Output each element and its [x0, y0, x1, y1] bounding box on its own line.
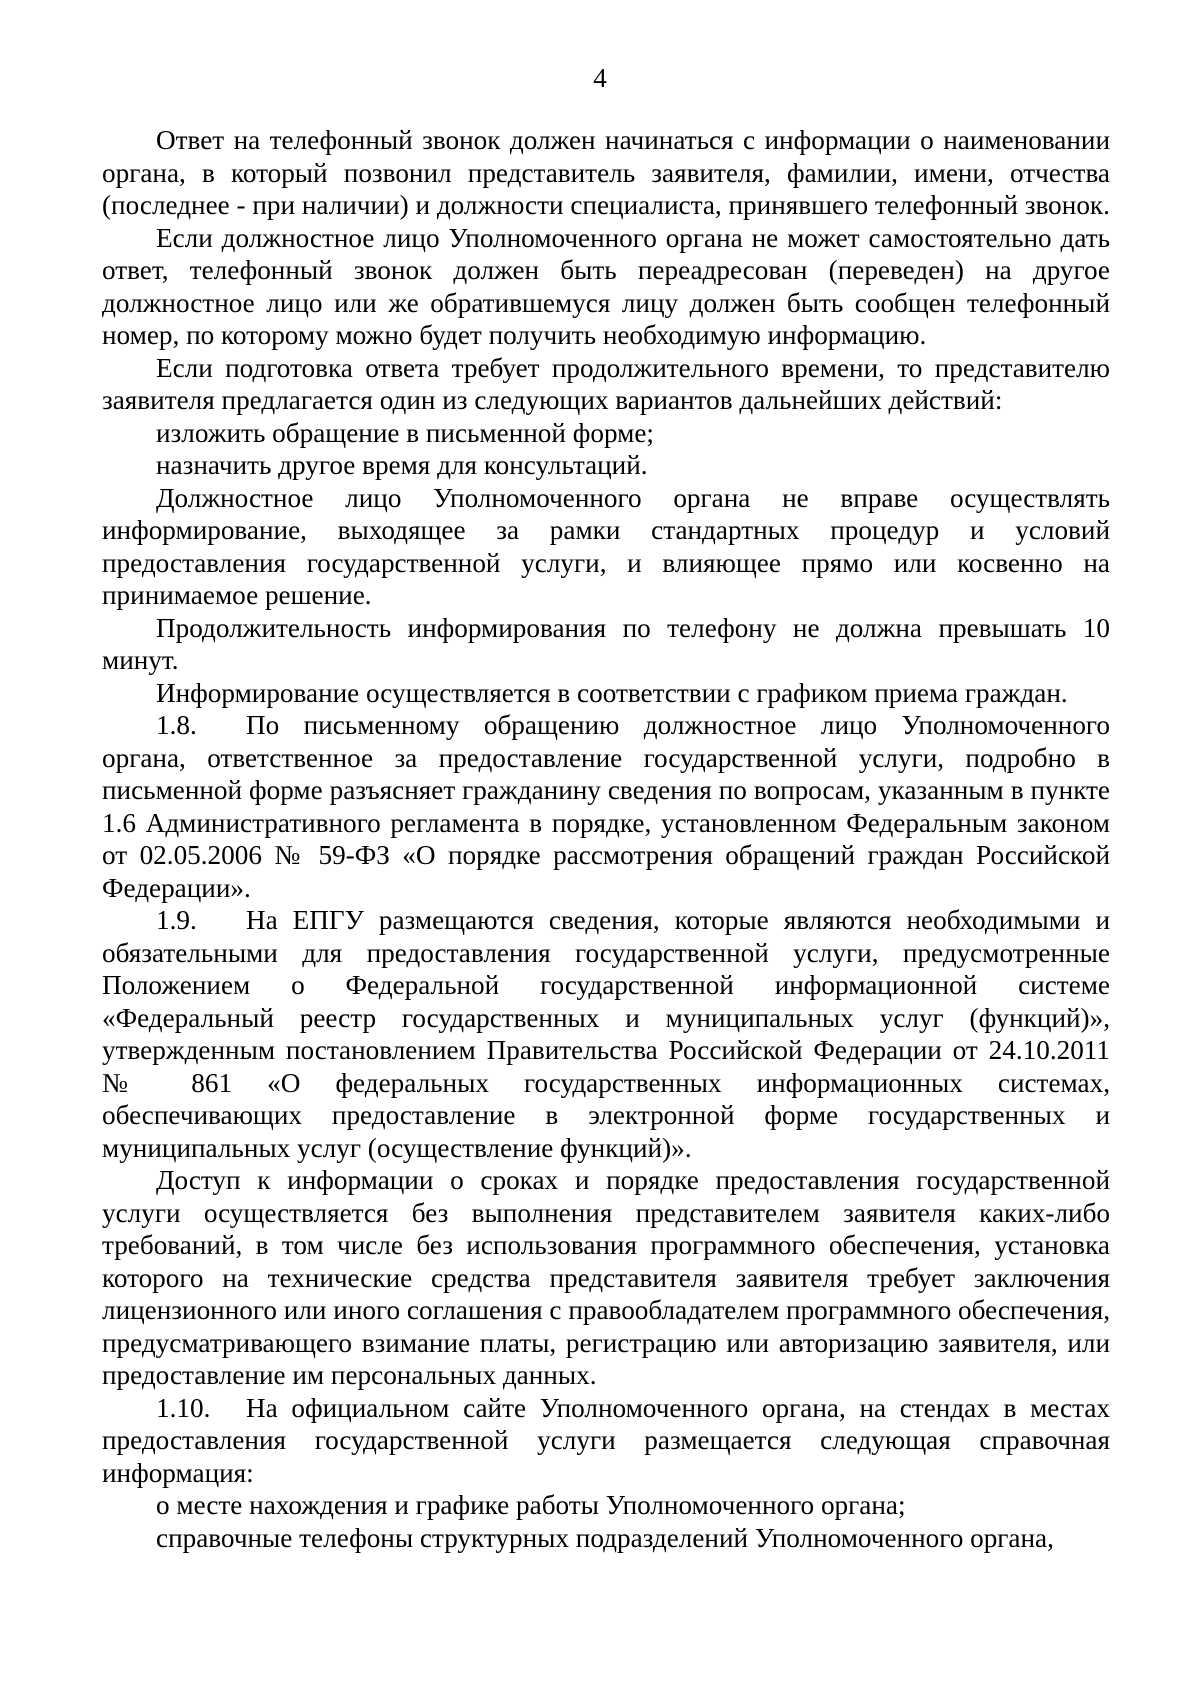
list-item: изложить обращение в письменной форме; — [156, 417, 654, 448]
clause-number: 1.9. — [156, 905, 197, 935]
clause-number: 1.10. — [156, 1392, 211, 1423]
clause-1-10 — [102, 1392, 1110, 1490]
paragraph: Если подготовка ответа требует продолжительного времени, то представителю заявителя предлагается один из следующих вариантов дальнейших действий: — [102, 352, 1110, 415]
paragraph: Продолжительность информирования по телефону не должна превышать 10 минут. — [102, 612, 1110, 675]
paragraph: Должностное лицо Уполномоченного органа не вправе осуществлять информирование, выходящее за рамки стандартных процедур и условий предоставления государственной услуги, и влияющее прямо или косвенно на принимаемое решение. — [102, 482, 1110, 610]
paragraph: Доступ к информации о сроках и порядке предоставления государственной услуги осуществляется без выполнения представителем заявителя каких-либо требований, в том числе без использования программного обеспечения, установка которого на технические средства представителя заявителя требует заключения лицензионного или иного соглашения с правообладателем программного обеспечения, предусматривающего взимание платы, регистрацию или авторизацию заявителя, или предоставление им персональных данных. — [102, 1165, 1110, 1390]
page-number: 4 — [593, 63, 607, 93]
document-body — [102, 124, 1110, 1554]
list-item: справочные телефоны структурных подразделений Уполномоченного органа, — [156, 1522, 1054, 1553]
clause-text: По письменному обращению должностное лицо Уполномоченного органа, ответственное за предоставление государственной услуги, подробно в письменной форме разъясняет гражданину сведения по вопросам, указанным в пункте 1.6 Административного регламента в порядке, установленном Федеральным законом от 02.05.2006 № 59-ФЗ «О порядке рассмотрения обращений граждан Российской Федерации». — [102, 710, 1110, 903]
clause-number: 1.8. — [156, 710, 197, 740]
clause-1-8 — [102, 709, 1110, 904]
clause-text: На официальном сайте Уполномоченного органа, на стендах в местах предоставления государственной услуги размещается следующая справочная информация: — [102, 1392, 1110, 1488]
clause-text: На ЕПГУ размещаются сведения, которые являются необходимыми и обязательными для предоставления государственной услуги, предусмотренные Положением о Федеральной государственной информационной системе «Федеральный реестр государственных и муниципальных услуг (функций)», утвержденным постановлением Правительства Российской Федерации от 24.10.2011 № 861 «О федеральных государственных информационных системах, обеспечивающих предоставление в электронной форме государственных и муниципальных услуг (осуществление функций)». — [102, 905, 1110, 1163]
list-item: назначить другое время для консультаций. — [156, 450, 648, 480]
clause-1-9 — [102, 904, 1110, 1164]
paragraph: Информирование осуществляется в соответствии с графиком приема граждан. — [156, 677, 1068, 708]
list-item: о месте нахождения и графике работы Уполномоченного органа; — [156, 1490, 906, 1520]
paragraph: Ответ на телефонный звонок должен начинаться с информации о наименовании органа, в который позвонил представитель заявителя, фамилии, имени, отчества (последнее - при наличии) и должности специалиста, принявшего телефонный звонок. — [102, 125, 1110, 220]
paragraph: Если должностное лицо Уполномоченного органа не может самостоятельно дать ответ, телефонный звонок должен быть переадресован (переведен) на другое должностное лицо или же обратившемуся лицу должен быть сообщен телефонный номер, по которому можно будет получить необходимую информацию. — [102, 222, 1110, 350]
